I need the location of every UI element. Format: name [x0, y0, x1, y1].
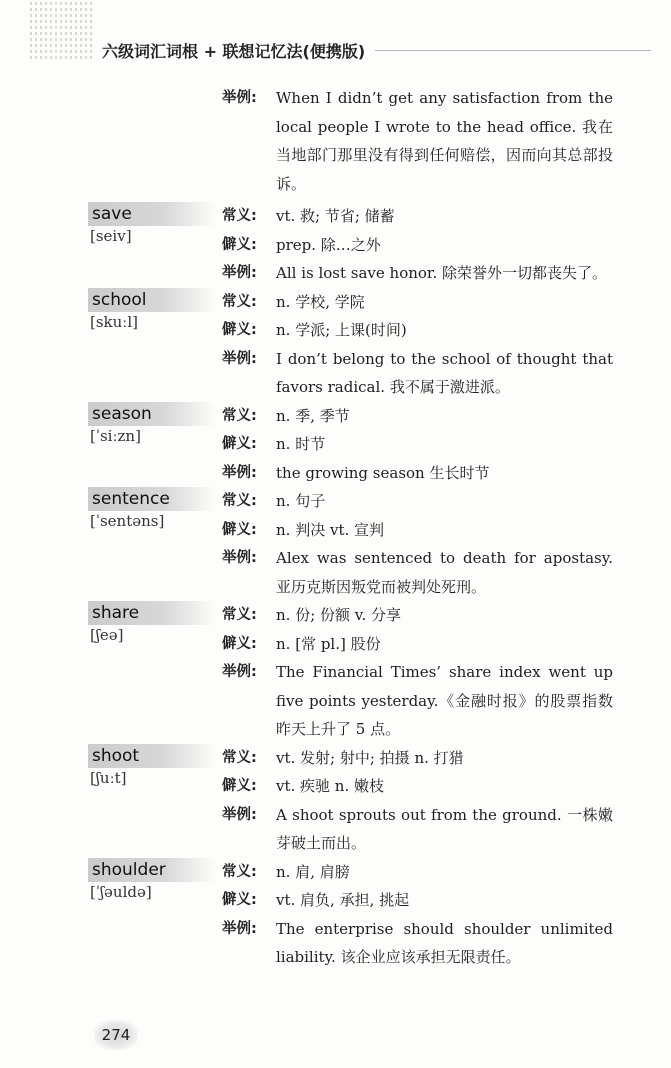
- common-meaning-row: [0, 601, 671, 630]
- example-row: [0, 84, 671, 198]
- common-meaning: vt. 救; 节省; 储蓄: [276, 207, 395, 225]
- example-text: A shoot sprouts out from the ground. 一株嫩芽破土而出。: [276, 805, 613, 852]
- rare-meaning: prep. 除…之外: [276, 235, 381, 254]
- continued-example: [0, 84, 671, 198]
- example-text: When I didn’t get any satisfaction from the local people I wrote to the head office. 我在当地部门那里没有得到任何赔偿，因而向其总部投诉。: [276, 89, 613, 193]
- rare-label: 僻义:: [222, 892, 257, 908]
- example-label: 举例:: [222, 550, 257, 566]
- common-meaning-row: [0, 858, 671, 887]
- rare-meaning-row: [0, 316, 671, 345]
- common-label: 常义:: [222, 749, 257, 766]
- entry: [0, 202, 671, 288]
- example-text: the growing season 生长时节: [276, 463, 490, 482]
- rare-meaning: n. [常 pl.] 股份: [276, 634, 381, 653]
- example-row: [0, 259, 671, 288]
- common-label: 常义:: [222, 863, 257, 880]
- example-label: 举例:: [222, 806, 257, 823]
- headword: sentence: [88, 487, 216, 511]
- example-row: [0, 915, 671, 972]
- header-rule: [375, 50, 651, 51]
- rare-meaning-row: [0, 516, 671, 545]
- entry: [0, 744, 671, 858]
- rare-meaning-row: [0, 430, 671, 459]
- page-number: 274: [94, 1020, 138, 1050]
- corner-decoration: [30, 0, 92, 62]
- common-meaning: n. 学校, 学院: [276, 292, 365, 311]
- example-label: 举例:: [222, 90, 257, 106]
- rare-label: 僻义:: [222, 436, 257, 452]
- rare-meaning: vt. 疾驰 n. 嫩枝: [276, 777, 385, 795]
- example-text: The Financial Times’ share index went up five points yesterday.《金融时报》的股票指数昨天上升了 5 点。: [276, 663, 613, 738]
- headword: school: [88, 288, 216, 312]
- example-label: 举例:: [222, 464, 257, 481]
- common-meaning: n. 句子: [276, 492, 326, 510]
- example-text: The enterprise should shoulder unlimited liability. 该企业应该承担无限责任。: [276, 919, 613, 966]
- rare-meaning-row: [0, 886, 671, 915]
- entry: [0, 601, 671, 744]
- phonetic: [ˈʃəuldə]: [90, 882, 152, 901]
- common-meaning-row: [0, 487, 671, 516]
- headword: shoot: [88, 744, 216, 768]
- example-label: 举例:: [222, 664, 257, 680]
- headword: save: [88, 202, 216, 226]
- common-meaning: n. 肩, 肩膀: [276, 862, 350, 881]
- rare-meaning: n. 学派; 上课(时间): [276, 321, 407, 339]
- example-row: [0, 459, 671, 488]
- example-text: Alex was sentenced to death for apostasy. 亚历克斯因叛党而被判处死刑。: [276, 549, 613, 596]
- common-meaning-row: [0, 402, 671, 431]
- rare-meaning-row: [0, 772, 671, 801]
- common-label: 常义:: [222, 208, 257, 224]
- rare-label: 僻义:: [222, 322, 257, 338]
- example-text: I don’t belong to the school of thought that favors radical. 我不属于激进派。: [276, 349, 613, 396]
- example-row: [0, 658, 671, 744]
- header-title: 六级词汇词根 + 联想记忆法(便携版): [102, 41, 366, 61]
- entry: [0, 858, 671, 972]
- phonetic: [ˈsentəns]: [90, 512, 165, 530]
- phonetic: [ʃuːt]: [90, 768, 127, 787]
- entry: [0, 487, 671, 601]
- example-row: [0, 544, 671, 601]
- rare-label: 僻义:: [222, 778, 257, 794]
- common-label: 常义:: [222, 293, 257, 310]
- common-label: 常义:: [222, 607, 257, 623]
- running-header: [102, 35, 651, 65]
- example-row: [0, 345, 671, 402]
- entry: [0, 402, 671, 488]
- rare-meaning: n. 时节: [276, 435, 326, 453]
- rare-label: 僻义:: [222, 521, 257, 538]
- example-label: 举例:: [222, 350, 257, 367]
- example-row: [0, 801, 671, 858]
- common-meaning: vt. 发射; 射中; 拍摄 n. 打猎: [276, 748, 464, 767]
- rare-label: 僻义:: [222, 635, 257, 652]
- headword: share: [88, 601, 216, 625]
- common-meaning-row: [0, 202, 671, 231]
- common-label: 常义:: [222, 407, 257, 424]
- example-label: 举例:: [222, 265, 257, 281]
- common-meaning-row: [0, 744, 671, 773]
- phonetic: [ˈsiːzn]: [90, 426, 141, 445]
- phonetic: [seiv]: [90, 227, 132, 245]
- common-meaning: n. 季, 季节: [276, 406, 350, 425]
- headword: shoulder: [88, 858, 216, 882]
- phonetic: [skuːl]: [90, 312, 139, 331]
- example-label: 举例:: [222, 920, 257, 937]
- example-text: All is lost save honor. 除荣誉外一切都丧失了。: [276, 264, 607, 282]
- dictionary-content: [0, 84, 671, 972]
- phonetic: [ʃeə]: [90, 626, 124, 644]
- entry: [0, 288, 671, 402]
- rare-meaning-row: [0, 630, 671, 659]
- rare-label: 僻义:: [222, 236, 257, 253]
- common-meaning: n. 份; 份额 v. 分享: [276, 606, 402, 624]
- common-meaning-row: [0, 288, 671, 317]
- rare-meaning: vt. 肩负, 承担, 挑起: [276, 891, 410, 909]
- common-label: 常义:: [222, 493, 257, 509]
- headword: season: [88, 402, 216, 426]
- rare-meaning: n. 判决 vt. 宣判: [276, 520, 385, 539]
- rare-meaning-row: [0, 231, 671, 260]
